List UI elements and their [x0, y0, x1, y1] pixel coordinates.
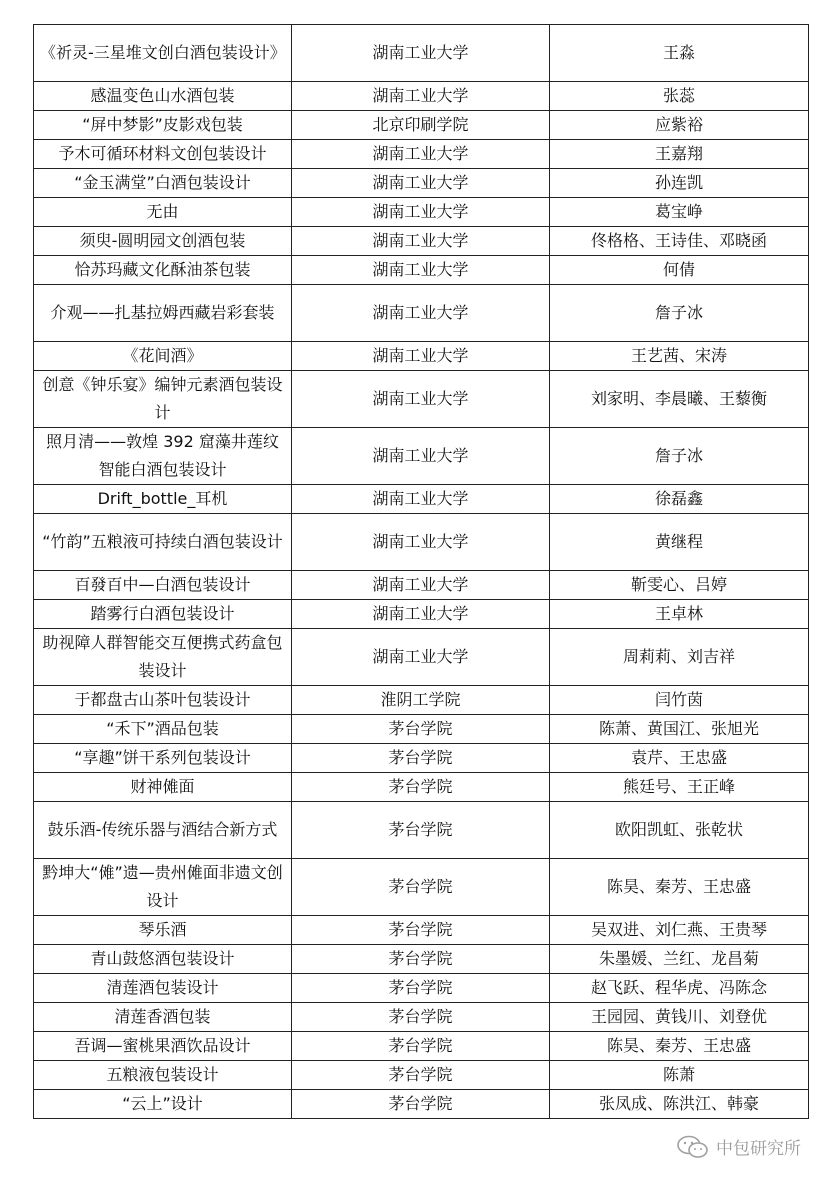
- school-cell: 湖南工业大学: [292, 571, 550, 600]
- table-row: [34, 25, 809, 82]
- award-table: [33, 24, 809, 1119]
- school-cell: 茅台学院: [292, 916, 550, 945]
- school-cell: 湖南工业大学: [292, 82, 550, 111]
- authors-cell: 闫竹茵: [550, 686, 809, 715]
- school-cell: 茅台学院: [292, 1061, 550, 1090]
- authors-cell: 孙连凯: [550, 169, 809, 198]
- authors-cell: 周莉莉、刘吉祥: [550, 629, 809, 686]
- authors-cell: 靳雯心、吕婷: [550, 571, 809, 600]
- work-title-cell: 吾调—蜜桃果酒饮品设计: [34, 1032, 292, 1061]
- work-title-cell: “金玉满堂”白酒包装设计: [34, 169, 292, 198]
- school-cell: 湖南工业大学: [292, 428, 550, 485]
- table-row: [34, 686, 809, 715]
- school-cell: 湖南工业大学: [292, 485, 550, 514]
- authors-cell: 王卓林: [550, 600, 809, 629]
- school-cell: 茅台学院: [292, 773, 550, 802]
- table-row: [34, 773, 809, 802]
- table-row: [34, 140, 809, 169]
- work-title-cell: 恰苏玛藏文化酥油茶包装: [34, 256, 292, 285]
- authors-cell: 陈萧、黄国江、张旭光: [550, 715, 809, 744]
- work-title-cell: 财神傩面: [34, 773, 292, 802]
- table-row: [34, 285, 809, 342]
- authors-cell: 张蕊: [550, 82, 809, 111]
- authors-cell: 詹子冰: [550, 285, 809, 342]
- table-row: [34, 916, 809, 945]
- work-title-cell: 青山鼓悠酒包装设计: [34, 945, 292, 974]
- school-cell: 淮阴工学院: [292, 686, 550, 715]
- work-title-cell: 《祈灵-三星堆文创白酒包装设计》: [34, 25, 292, 82]
- work-title-cell: 五粮液包装设计: [34, 1061, 292, 1090]
- work-title-cell: 介观——扎基拉姆西藏岩彩套装: [34, 285, 292, 342]
- table-row: [34, 514, 809, 571]
- award-table-body: [34, 25, 809, 1119]
- table-row: [34, 169, 809, 198]
- table-row: [34, 945, 809, 974]
- table-row: [34, 485, 809, 514]
- school-cell: 湖南工业大学: [292, 514, 550, 571]
- work-title-cell: 于都盘古山茶叶包装设计: [34, 686, 292, 715]
- table-row: [34, 629, 809, 686]
- table-row: [34, 571, 809, 600]
- work-title-cell: Drift_bottle_耳机: [34, 485, 292, 514]
- authors-cell: 吴双进、刘仁燕、王贵琴: [550, 916, 809, 945]
- authors-cell: 张凤成、陈洪江、韩豪: [550, 1090, 809, 1119]
- work-title-cell: 《花间酒》: [34, 342, 292, 371]
- school-cell: 茅台学院: [292, 802, 550, 859]
- authors-cell: 赵飞跃、程华虎、冯陈念: [550, 974, 809, 1003]
- table-row: [34, 974, 809, 1003]
- authors-cell: 詹子冰: [550, 428, 809, 485]
- work-title-cell: 助视障人群智能交互便携式药盒包装设计: [34, 629, 292, 686]
- table-row: [34, 342, 809, 371]
- table-row: [34, 744, 809, 773]
- work-title-cell: “竹韵”五粮液可持续白酒包装设计: [34, 514, 292, 571]
- school-cell: 湖南工业大学: [292, 140, 550, 169]
- table-row: [34, 1032, 809, 1061]
- authors-cell: 朱墨媛、兰红、龙昌菊: [550, 945, 809, 974]
- authors-cell: 陈萧: [550, 1061, 809, 1090]
- authors-cell: 陈昊、秦芳、王忠盛: [550, 859, 809, 916]
- table-row: [34, 715, 809, 744]
- authors-cell: 袁芹、王忠盛: [550, 744, 809, 773]
- table-row: [34, 227, 809, 256]
- authors-cell: 王嘉翔: [550, 140, 809, 169]
- table-row: [34, 256, 809, 285]
- work-title-cell: 无由: [34, 198, 292, 227]
- table-row: [34, 859, 809, 916]
- authors-cell: 佟格格、王诗佳、邓晓函: [550, 227, 809, 256]
- work-title-cell: “屏中梦影”皮影戏包装: [34, 111, 292, 140]
- authors-cell: 王淼: [550, 25, 809, 82]
- work-title-cell: 创意《钟乐宴》编钟元素酒包装设计: [34, 371, 292, 428]
- authors-cell: 黄继程: [550, 514, 809, 571]
- work-title-cell: “云上”设计: [34, 1090, 292, 1119]
- school-cell: 茅台学院: [292, 1090, 550, 1119]
- work-title-cell: “享趣”饼干系列包装设计: [34, 744, 292, 773]
- table-row: [34, 198, 809, 227]
- watermark-text: 中包研究所: [716, 1139, 801, 1159]
- work-title-cell: 踏雾行白酒包装设计: [34, 600, 292, 629]
- school-cell: 湖南工业大学: [292, 25, 550, 82]
- school-cell: 湖南工业大学: [292, 285, 550, 342]
- authors-cell: 陈昊、秦芳、王忠盛: [550, 1032, 809, 1061]
- wechat-icon: [676, 1135, 710, 1159]
- table-row: [34, 428, 809, 485]
- work-title-cell: 清莲酒包装设计: [34, 974, 292, 1003]
- authors-cell: 刘家明、李晨曦、王藜衡: [550, 371, 809, 428]
- work-title-cell: 照月清——敦煌 392 窟藻井莲纹智能白酒包装设计: [34, 428, 292, 485]
- authors-cell: 徐磊鑫: [550, 485, 809, 514]
- table-row: [34, 111, 809, 140]
- authors-cell: 欧阳凯虹、张乾状: [550, 802, 809, 859]
- authors-cell: 熊廷号、王正峰: [550, 773, 809, 802]
- work-title-cell: 须臾-圆明园文创酒包装: [34, 227, 292, 256]
- school-cell: 湖南工业大学: [292, 227, 550, 256]
- work-title-cell: 黔坤大“傩”遗—贵州傩面非遗文创设计: [34, 859, 292, 916]
- school-cell: 湖南工业大学: [292, 198, 550, 227]
- watermark: [676, 1134, 801, 1159]
- school-cell: 茅台学院: [292, 945, 550, 974]
- work-title-cell: 感温变色山水酒包装: [34, 82, 292, 111]
- school-cell: 茅台学院: [292, 1032, 550, 1061]
- work-title-cell: 清莲香酒包装: [34, 1003, 292, 1032]
- school-cell: 茅台学院: [292, 859, 550, 916]
- authors-cell: 应紫裕: [550, 111, 809, 140]
- table-row: [34, 82, 809, 111]
- authors-cell: 何倩: [550, 256, 809, 285]
- school-cell: 茅台学院: [292, 974, 550, 1003]
- work-title-cell: 予木可循环材料文创包装设计: [34, 140, 292, 169]
- school-cell: 湖南工业大学: [292, 342, 550, 371]
- table-row: [34, 1090, 809, 1119]
- school-cell: 北京印刷学院: [292, 111, 550, 140]
- table-row: [34, 600, 809, 629]
- work-title-cell: 琴乐酒: [34, 916, 292, 945]
- school-cell: 茅台学院: [292, 1003, 550, 1032]
- work-title-cell: “禾下”酒品包装: [34, 715, 292, 744]
- table-row: [34, 371, 809, 428]
- school-cell: 湖南工业大学: [292, 629, 550, 686]
- work-title-cell: 鼓乐酒-传统乐器与酒结合新方式: [34, 802, 292, 859]
- school-cell: 湖南工业大学: [292, 600, 550, 629]
- table-row: [34, 802, 809, 859]
- work-title-cell: 百發百中—白酒包装设计: [34, 571, 292, 600]
- authors-cell: 王园园、黄钱川、刘登优: [550, 1003, 809, 1032]
- authors-cell: 葛宝峥: [550, 198, 809, 227]
- school-cell: 茅台学院: [292, 744, 550, 773]
- school-cell: 茅台学院: [292, 715, 550, 744]
- school-cell: 湖南工业大学: [292, 169, 550, 198]
- table-row: [34, 1061, 809, 1090]
- school-cell: 湖南工业大学: [292, 256, 550, 285]
- school-cell: 湖南工业大学: [292, 371, 550, 428]
- table-row: [34, 1003, 809, 1032]
- authors-cell: 王艺茜、宋涛: [550, 342, 809, 371]
